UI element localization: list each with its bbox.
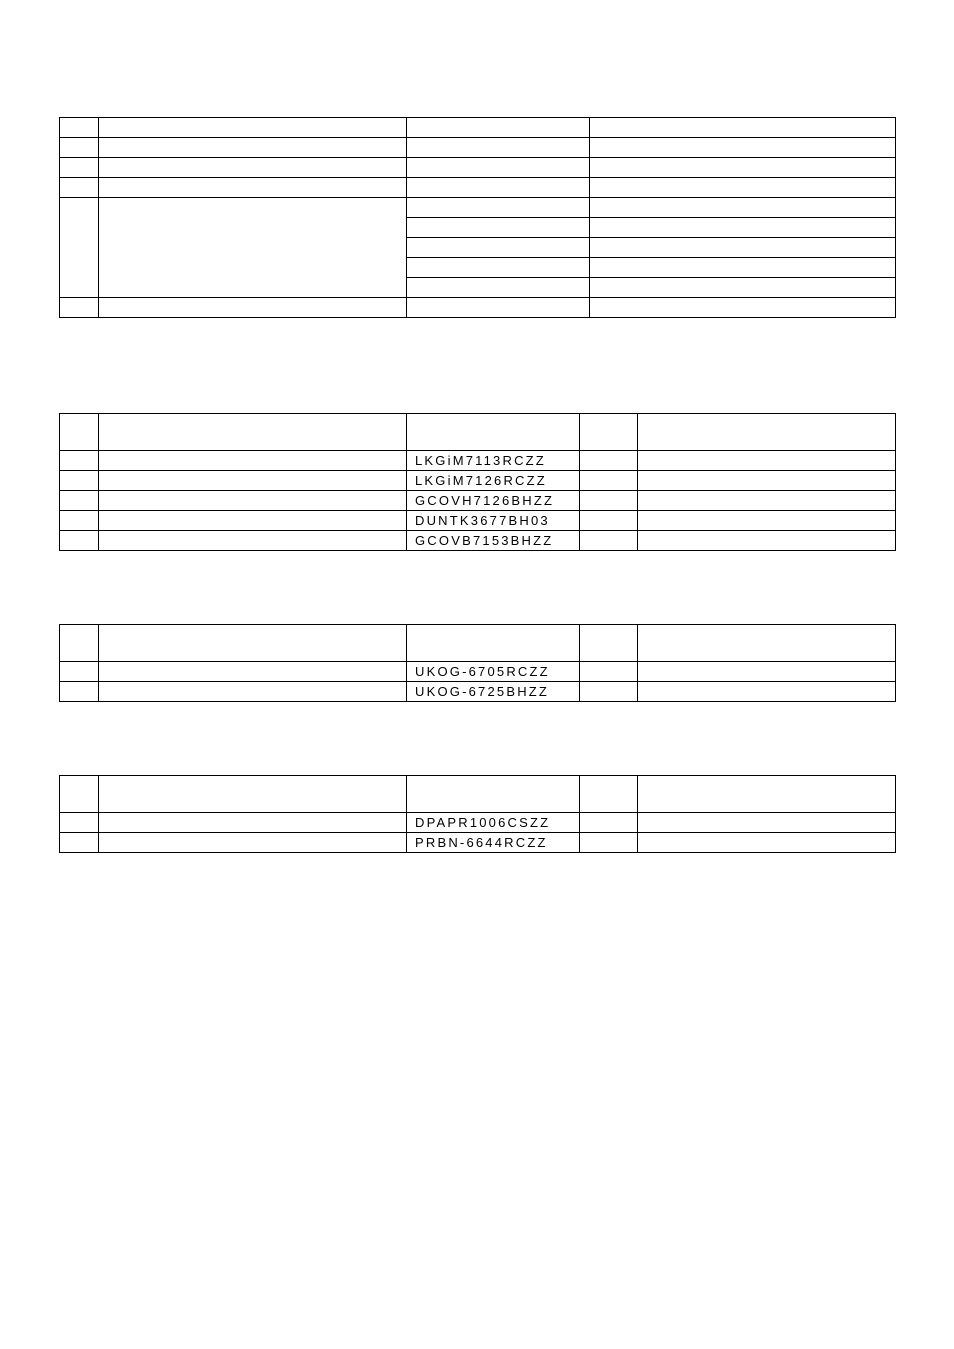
part-number: DPAPR1006CSZZ [407,813,580,833]
table-row [60,682,896,702]
table-row [60,298,896,318]
part-number: GCOVH7126BHZZ [407,491,580,511]
part-number: LKGiM7113RCZZ [407,451,580,471]
table-row [60,662,896,682]
part-number: DUNTK3677BH03 [407,511,580,531]
table-row [60,531,896,551]
part-number: GCOVB7153BHZZ [407,531,580,551]
part-number: UKOG-6725BHZZ [407,682,580,702]
table-row [60,451,896,471]
table-header-row [60,776,896,813]
table-4 [59,775,896,853]
table-row [60,491,896,511]
part-number: PRBN-6644RCZZ [407,833,580,853]
table-row [60,198,896,218]
part-number: LKGiM7126RCZZ [407,471,580,491]
table-row [60,138,896,158]
table-row [60,158,896,178]
table-1 [59,117,896,318]
part-number: UKOG-6705RCZZ [407,662,580,682]
table-2 [59,413,896,551]
table-row [60,833,896,853]
table-row [60,118,896,138]
table-header-row [60,414,896,451]
table-3 [59,624,896,702]
table-row [60,471,896,491]
table-row [60,511,896,531]
table-header-row [60,625,896,662]
table-row [60,813,896,833]
table-row [60,178,896,198]
